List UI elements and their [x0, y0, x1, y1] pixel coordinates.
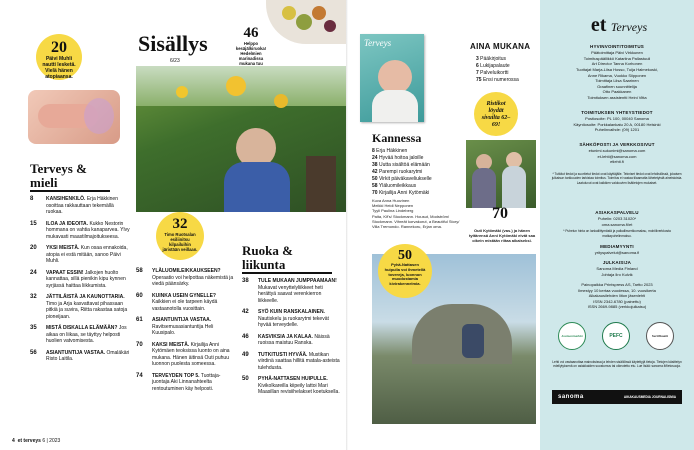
circle-20-text: Päivi Muhli nautti lesketä. Vielä hänen atopiaansa. — [42, 56, 76, 80]
circle-50-text: Pyhä-Nattasen huipulla voi ihmetellä tovereja, luonnon muodostamia kivirakennelmia. — [384, 262, 426, 287]
left-folio: 4 et terveys 6 | 2023 — [12, 438, 61, 444]
toc-item[interactable]: 15 ILOA JA IDEOITA. Kukko Nestorin hommana on vahtia kanaparvea. Ylvy mukavasti maastilmajoitukseesa. — [30, 220, 130, 240]
section-title-terveys-mieli: Terveys & mieli — [30, 161, 87, 190]
aina-item[interactable]: 75 Ensi numerossa — [476, 77, 519, 83]
aina-mukana-list — [476, 56, 536, 84]
toc-item[interactable]: 46 KASVIKSIA JA KALAA. Näissä ruoissa maistuu Ranska. — [242, 333, 330, 346]
circle-20 — [36, 34, 82, 80]
circle-70-caption: Outi Kytömäki (vas.) ja hänen tyttärensä Anni Kytömäki eivät saa oikein mistään riitaa aikaiseksi. — [468, 228, 536, 244]
masthead-sidebar — [540, 0, 694, 450]
circle-50-number: 50 — [398, 248, 412, 263]
logo-terveys: Terveys — [610, 20, 648, 34]
garden-photo — [136, 66, 346, 212]
bottom-note: Lehti voi vastaanottaa mainoksissa ja lehden sisällöissä käytettyjä tietoja. Tietojen käsittelyn edellytyksenä on asiakkaiden suostumus tai oikeutettu etu. Lue lisää: sanoma.fi/tietosuoja. — [552, 360, 682, 369]
kannessa-item[interactable]: 50 Virkit päiväkaveliukselle — [372, 176, 432, 182]
toc-item[interactable]: 38 TULE MUKAAN JUMPPAAMAAN! Mukavat venyttelyliikkeet heti herättyä saavat verenkierron liikkeelle. — [242, 278, 337, 304]
circle-46 — [228, 22, 274, 68]
hand-photo — [28, 90, 120, 144]
section-divider-1 — [30, 190, 110, 192]
yhteys-block: TOIMITUKSEN YHTEYSTIEDOT Postiosoite: PL 100, 00040 Sanoma Käyntiosoite: Porkkalankatu 20 A, 00180 Helsinki Puhelinvaihde: (09) 1201 — [573, 110, 661, 133]
kannessa-item[interactable]: 24 Hyvää hoitoa jaloille — [372, 155, 424, 161]
sanoma-logo: sanoma AIKAKAUSMEDIA JOURNALISMIA — [552, 390, 682, 404]
toc-item[interactable]: 70 KAKSI MEISTÄ. Kirjailija Anni Kytömäen teoksissa luonto on aina mukana. Hänen äitinsä Outi puhuu luonnon puolesta someessa. — [136, 341, 230, 367]
toc-item[interactable]: 74 TERVEYDEN TOP 5. Tuottaja-juontaja Aki Linnanahteelta rentoutuminen käy helposti. — [136, 372, 221, 392]
toc-item[interactable]: 20 YKSI MEISTÄ. Kun osaa ennakoida, atopia ei estä mitään, sanoo Päivi Muhli. — [30, 245, 128, 264]
toc-item[interactable]: 56 ASIANTUNTIJA VASTAA. Omaläkäri Risto Laitila. — [30, 349, 130, 362]
kannessa-list — [372, 148, 462, 197]
kannessa-item[interactable]: 58 Yläluomileikkaus — [372, 183, 417, 189]
circle-50 — [378, 244, 432, 298]
sidebar-logo — [574, 14, 664, 37]
toc-item[interactable]: 58 YLÄLUOMILEIKKAUKSEEN? Operaatio voi helpottaa näkemistä ja viedä päänsärky. — [136, 268, 234, 287]
toc-item[interactable]: 8 KANSIHENKILÖ. Erja Häkkinen osoittaa rakkauttaan tekemällä ruokaa. — [30, 196, 118, 215]
ristikot-text: Ristikot löydät sivuilta 62–69! — [481, 101, 511, 128]
toc-column-3 — [242, 278, 342, 401]
toc-item[interactable]: 60 KUINKA USEIN GYNELLE? Kaikkien ei ole tarpeen käydä vastaanotolla vuosittain. — [136, 292, 218, 312]
mediamyynti-block: MEDIAMYYNTI yrityspalvelut@sanoma.fi — [594, 244, 640, 256]
toc-item[interactable]: 50 PYHÄ-NATTASEN HUIPULLE. Kivikolkareilla kiipeily lattoi Mari Maasillan revisiihelakset koetuksella. — [242, 376, 340, 395]
aina-item[interactable]: 3 Pääkirjoitus — [476, 56, 507, 62]
kannessa-item[interactable]: 38 Uutta sisältöä elämään — [372, 162, 430, 168]
circle-46-number: 46 — [243, 25, 259, 41]
circle-20-number: 20 — [51, 39, 67, 56]
circle-32-number: 32 — [172, 216, 188, 232]
sahkoposti-block: SÄHKÖPOSTI JA VERKKOSIVUT etunimi.sukunimi@sanoma.com et-lehti@sanoma.com etlehti.fi — [579, 142, 655, 165]
toc-item[interactable]: 42 SYÖ KUIN RANSKALAINEN. Nautiskelu ja ruokarytmi tekevät hyvää terveydelle. — [242, 309, 329, 328]
eco-label-cert: Sertifikaatti — [646, 322, 674, 350]
mother-daughter-photo — [466, 140, 536, 208]
section-divider-2 — [242, 272, 332, 274]
cover-credits: Kuva Anna Huovinen Meikki Heidi Nepponen Tyyli Paulina Lindeberg Paita, Kif's/ Stockmann. Housut, Modström/ Stockmann. Vihreät korvakorut, a Beautiful Story/ Villa Tremondo. Rannekoru, Erjan oma. — [372, 198, 460, 229]
julkaisija-block: JULKAISIJA Sanoma Media Finland Johtaja Ilro Kulvik — [596, 260, 638, 277]
kannessa-item[interactable]: 70 Kirjailija Anni Kytömäki — [372, 190, 430, 196]
toc-item[interactable]: 61 ASIANTUNTIJA VASTAA. Ravitsemusasiantuntija Heli Kuusipalo. — [136, 317, 214, 336]
asiakaspalvelu-block: ASIAKASPALVELU Puhelin: 0203 31020* oma.sanoma.fi/et * Puhelun hinta on lankaliittymästä ja paikallisverkkomaksu, mobiiliverkkosta matkapuhelinmaksu. — [563, 210, 671, 238]
logo-et: et — [590, 14, 607, 36]
aina-item[interactable]: 6 Lukijapalaute — [476, 63, 510, 69]
circle-32-text: Timo Ruotsalan esiliinitsu kilpailuihin järistään veillaan. — [162, 232, 198, 253]
fruit-bowl-photo — [266, 0, 346, 44]
spread-gutter — [346, 0, 348, 450]
circle-70-number: 70 — [492, 205, 508, 222]
page-title: Sisällys — [138, 31, 208, 56]
issue-number: 6/23 — [170, 58, 180, 64]
kannessa-title: Kannessa — [372, 131, 422, 145]
eco-label-swan: Joutsenmerkki — [558, 322, 586, 350]
aina-mukana-title: AINA MUKANA — [470, 42, 531, 51]
paino-block: Painopaikka Printspress AS, Tartto 2023 Ilmestyy 10 kertaa vuodessa, 10. vuosikerta Aikakausilehden liiton jäsenlehti ISSN 2342-6780 (painettu) ISSN 2669-9885 (verkkojulkaisu) — [578, 282, 656, 310]
kannessa-item[interactable]: 8 Erja Häkkinen — [372, 148, 408, 154]
circle-46-text: Helppo kesäjälkiruoka! Hedelmien marinadissa mukana tuu — [235, 41, 267, 67]
toc-column-1 — [30, 196, 130, 368]
toc-column-2 — [136, 268, 236, 397]
eco-label-pefc: PEFC — [602, 322, 630, 350]
toc-item[interactable]: 32 JÄTTILÄISTÄ JA KAUNOTTARIA. Timo ja Arja kasvattavat pihassaan pitkiä ja suvira, Riitta rakastaa satoja pioneijaan. — [30, 294, 128, 320]
toc-item[interactable]: 49 TUTKITUSTI HYVÄÄ. Mustikan viirdinä saattaa hillitä matala-asteista tulehdusta. — [242, 351, 340, 371]
toimitus-block: HYVINVOINTITOIMITUS Päätoimittaja Päivi Virkkunen Toimituspäällikkö Katariina Pallastuuli Art Director Tanna Korhonen Tuottajat Marja-Liisa Hosso, Tuija Halmekoski, Anne Rikama, Vuokko Siipponen Toimittaja Liisa Saarinen Graafinen suunnittelija Otto Paakkanen Toimituksen assistentti Heini Vitta — [575, 44, 659, 101]
ristikot-badge — [474, 92, 518, 136]
kannessa-item[interactable]: 42 Parempi ruokarytmi — [372, 169, 423, 175]
circle-70 — [488, 206, 512, 230]
aina-item[interactable]: 7 Palveluikortti — [476, 70, 509, 76]
section-title-ruoka-liikunta: Ruoka & liikunta — [242, 243, 293, 272]
circle-32 — [156, 212, 204, 260]
toc-item[interactable]: 24 VAPAAT ESSIN! Jalkojen huolto kannattaa, sillä pienikin kipu kynnen syrjässä haittaa liikkumista. — [30, 269, 126, 289]
cover-thumbnail[interactable] — [360, 34, 424, 122]
toc-item[interactable]: 35 MISTÄ DISKALLA ELÄMÄÄN? Jos aikaa on liikaa, se täyttyy helposti huolien vatvomisesta. — [30, 325, 127, 344]
disclaimer: * Tutkitut tiedot ja suoritetut tiedot ovat käyttäjälle. Tekniset tiedot ovat lehdistöissä, jokaisen julkaisun tarkkuuden tarkistaa toimitus. Toimitus ei vastaa tilaamatta lähetetyistä aineistoista. Laatuluvut ovat kaikkien valokuvien lisätietojen mukaiset. — [551, 172, 683, 185]
cover-logo: Terveys — [364, 38, 392, 48]
